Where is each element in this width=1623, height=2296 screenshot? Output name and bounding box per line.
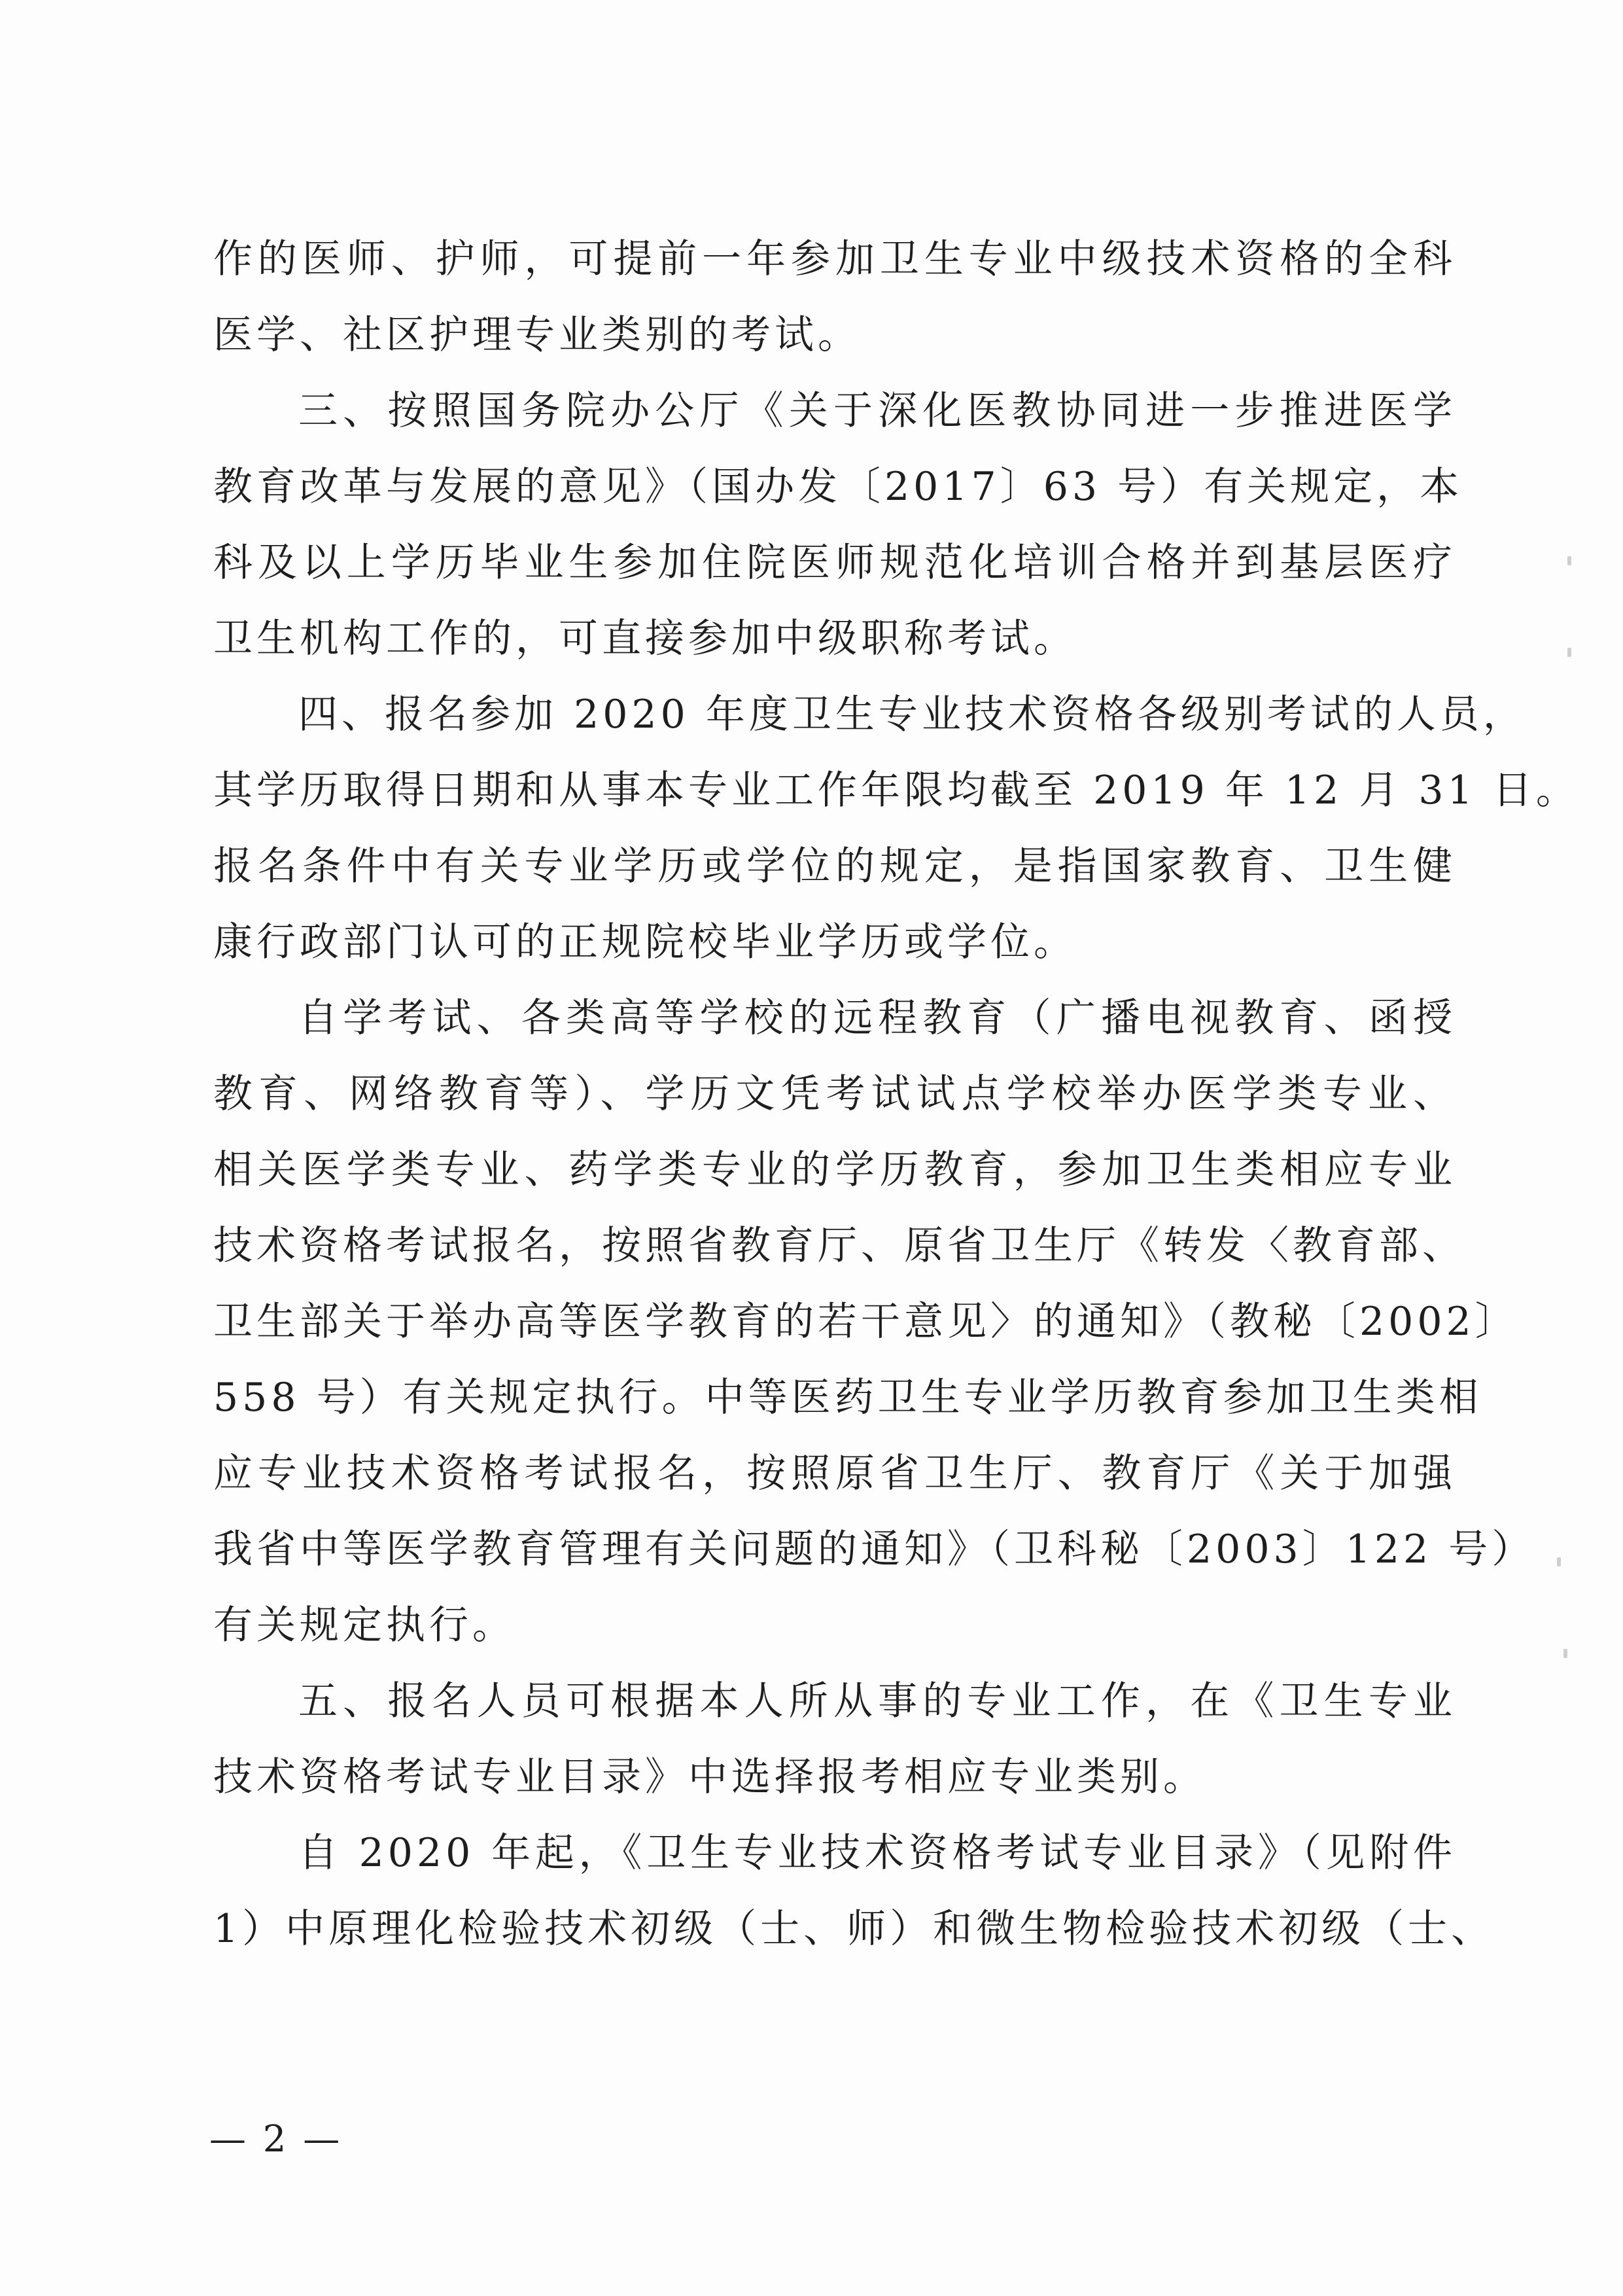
text-line: 医学、社区护理专业类别的考试。 <box>213 312 861 358</box>
scan-speck <box>1567 648 1571 657</box>
text-line: 相关医学类专业、药学类专业的学历教育，参加卫生类相应专业 <box>213 1147 1456 1193</box>
page-number: — 2 — <box>209 2118 343 2161</box>
text-line: 558 号）有关规定执行。中等医药卫生专业学历教育参加卫生类相 <box>213 1375 1482 1421</box>
text-line: 报名条件中有关专业学历或学位的规定，是指国家教育、卫生健 <box>213 843 1456 889</box>
paragraph-start-line: 自 2020 年起，《卫生专业技术资格考试专业目录》（见附件 <box>298 1830 1456 1876</box>
text-line: 应专业技术资格考试报名，按照原省卫生厅、教育厅《关于加强 <box>213 1451 1456 1496</box>
text-line: 教育改革与发展的意见》（国办发〔2017〕63 号）有关规定，本 <box>213 464 1463 510</box>
paragraph-start-line: 自学考试、各类高等学校的远程教育（广播电视教育、函授 <box>298 995 1456 1041</box>
text-line: 作的医师、护师，可提前一年参加卫生专业中级技术资格的全科 <box>213 236 1456 282</box>
text-line: 技术资格考试专业目录》中选择报考相应专业类别。 <box>213 1754 1206 1800</box>
paragraph-start-line: 三、按照国务院办公厅《关于深化医教协同进一步推进医学 <box>298 388 1456 434</box>
text-line: 卫生机构工作的，可直接参加中级职称考试。 <box>213 616 1077 662</box>
text-line: 有关规定执行。 <box>213 1602 515 1648</box>
paragraph-start-line: 五、报名人员可根据本人所从事的专业工作，在《卫生专业 <box>298 1678 1456 1724</box>
text-line: 康行政部门认可的正规院校毕业学历或学位。 <box>213 919 1077 965</box>
text-line: 我省中等医学教育管理有关问题的通知》（卫科秘〔2003〕122 号） <box>213 1527 1535 1572</box>
document-body <box>213 221 1579 1967</box>
scan-speck <box>1557 1557 1561 1566</box>
text-line: 教育、网络教育等）、学历文凭考试试点学校举办医学类专业、 <box>213 1071 1456 1117</box>
text-line: 技术资格考试报名，按照省教育厅、原省卫生厅《转发〈教育部、 <box>213 1223 1465 1269</box>
scan-speck <box>1563 1649 1567 1658</box>
text-line: 其学历取得日期和从事本专业工作年限均截至 2019 年 12 月 31 日。 <box>213 768 1579 813</box>
scan-speck <box>1567 556 1571 565</box>
text-line: 科及以上学历毕业生参加住院医师规范化培训合格并到基层医疗 <box>213 540 1456 586</box>
paragraph-start-line: 四、报名参加 2020 年度卫生专业技术资格各级别考试的人员， <box>298 692 1526 737</box>
text-line: 1）中原理化检验技术初级（士、师）和微生物检验技术初级（士、 <box>213 1906 1495 1952</box>
text-line: 卫生部关于举办高等医学教育的若干意见〉的通知》（教秘〔2002〕 <box>213 1299 1518 1345</box>
